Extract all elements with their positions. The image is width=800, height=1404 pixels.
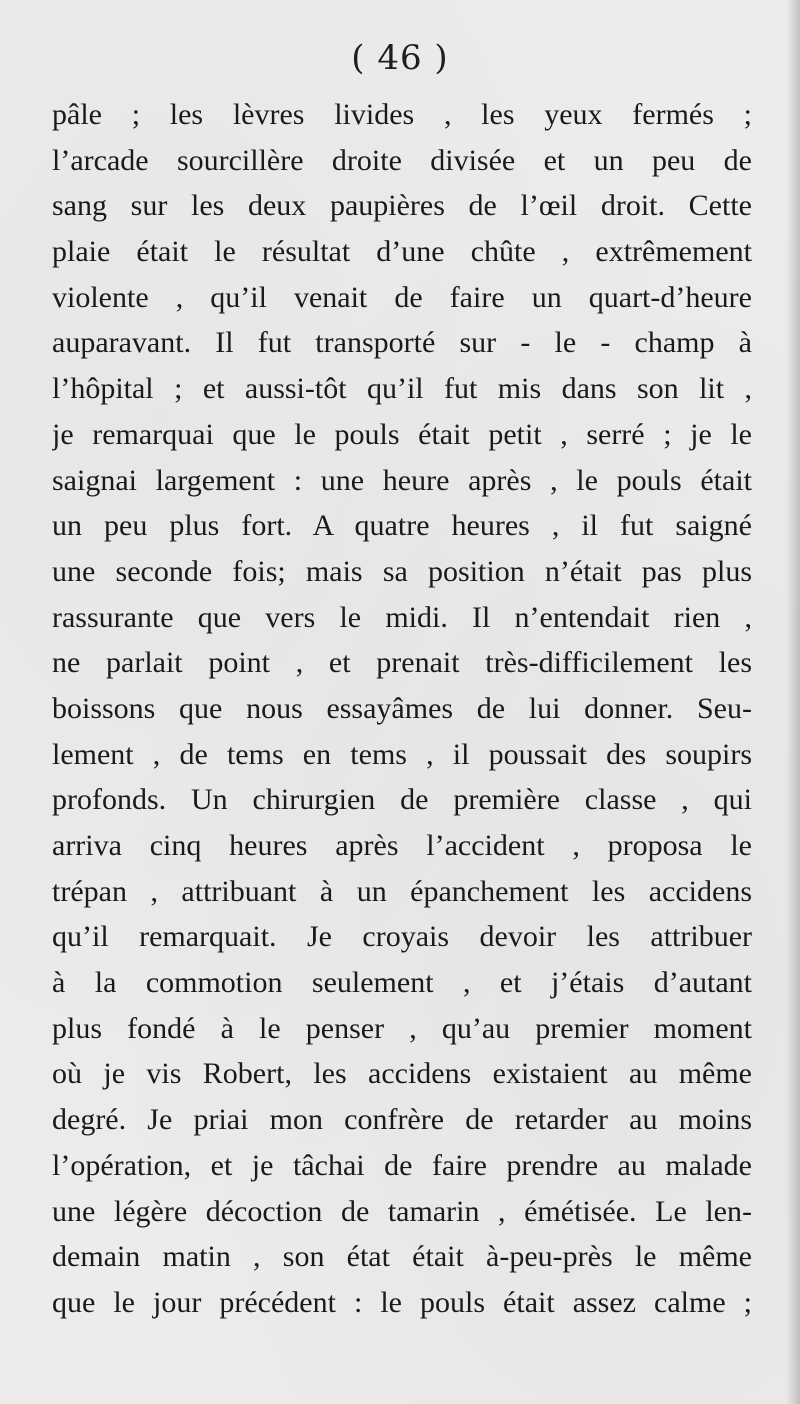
text-line: demain matin , son état était à-peu-près le même [52,1240,752,1274]
text-line: rassurante que vers le midi. Il n’entendait rien , [52,600,752,634]
text-line: ne parlait point , et prenait très-difficilement les [52,646,752,680]
text-line: auparavant. Il fut transporté sur - le - champ à [52,326,752,360]
text-line: l’hôpital ; et aussi-tôt qu’il fut mis dans son lit , [52,372,752,406]
text-line: sang sur les deux paupières de l’œil droit. Cette [52,189,752,223]
text-line: l’arcade sourcillère droite divisée et un peu de [52,143,752,177]
text-line: boissons que nous essayâmes de lui donner. Seu- [52,691,752,725]
text-line: arriva cinq heures après l’accident , proposa le [52,829,752,862]
body-text [52,92,752,1326]
text-line: plus fondé à le penser , qu’au premier moment [52,1011,752,1045]
text-line: violente , qu’il venait de faire un quart-d’heure [52,280,752,314]
text-line: saignai largement : une heure après , le pouls était [52,463,752,497]
text-line: l’opération, et je tâchai de faire prendre au malade [52,1148,752,1182]
text-line: que le jour précédent : le pouls était assez calme ; [52,1285,752,1319]
text-line: degré. Je priai mon confrère de retarder au moins [52,1103,752,1137]
text-line: profonds. Un chirurgien de première classe , qui [52,783,752,817]
page-edge-shadow [786,0,800,1404]
text-line: trépan , attribuant à un épanchement les accidens [52,874,752,908]
text-line: où je vis Robert, les accidens existaient au même [52,1057,752,1091]
text-line: une légère décoction de tamarin , émétisée. Le len- [52,1194,752,1228]
text-line: je remarquai que le pouls était petit , serré ; je le [52,417,752,451]
page-number: ( 46 ) [351,38,449,78]
text-line: plaie était le résultat d’une chûte , extrêmement [52,235,752,269]
text-line: à la commotion seulement , et j’étais d’autant [52,966,752,1000]
text-line: un peu plus fort. A quatre heures , il fut saigné [52,509,752,543]
text-line: qu’il remarquait. Je croyais devoir les attribuer [52,920,752,954]
text-line: lement , de tems en tems , il poussait des soupirs [52,737,752,771]
text-line: une seconde fois; mais sa position n’était pas plus [52,554,752,588]
text-line: pâle ; les lèvres livides , les yeux fermés ; [52,98,752,131]
